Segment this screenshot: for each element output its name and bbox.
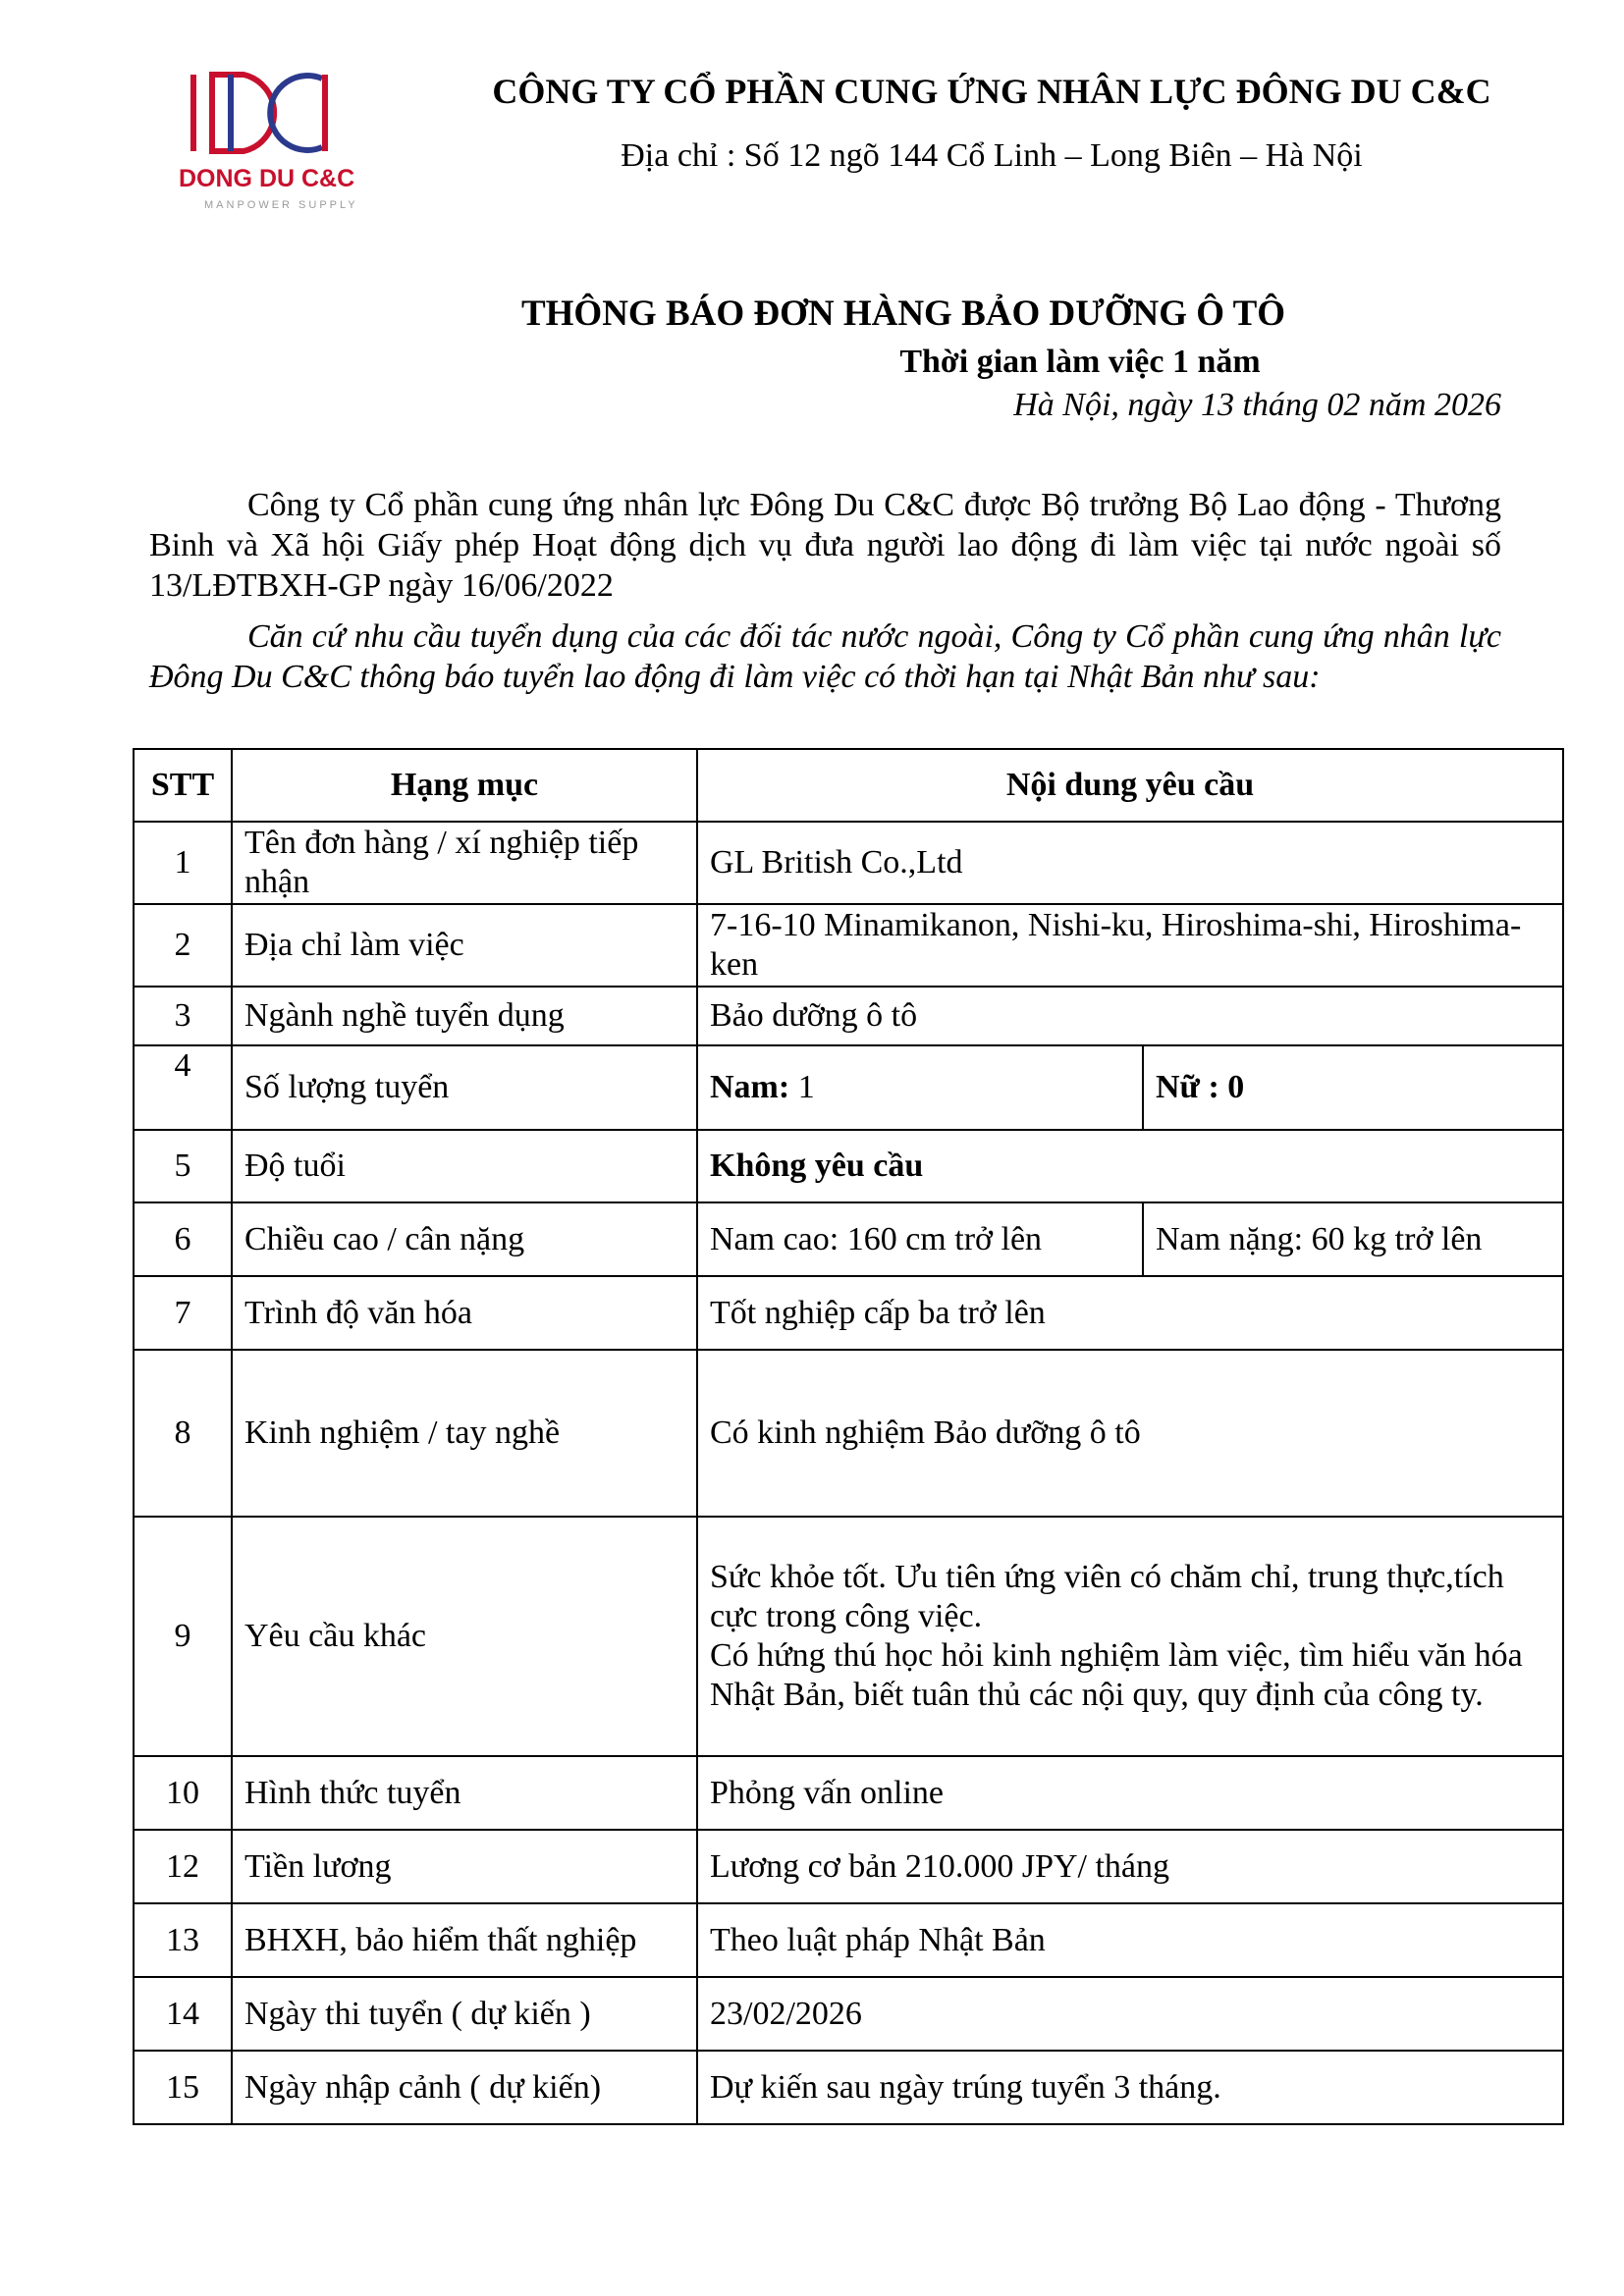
company-name: CÔNG TY CỔ PHẦN CUNG ỨNG NHÂN LỰC ĐÔNG DU C&C — [492, 72, 1491, 111]
row-number: 15 — [134, 2051, 232, 2124]
row-number: 4 — [134, 1045, 232, 1130]
row-content: Có kinh nghiệm Bảo dưỡng ô tô — [697, 1350, 1563, 1517]
row-number: 8 — [134, 1350, 232, 1517]
row-category: Số lượng tuyển — [232, 1045, 697, 1130]
row-content: 23/02/2026 — [697, 1977, 1563, 2051]
row-category: Tên đơn hàng / xí nghiệp tiếp nhận — [232, 822, 697, 904]
row-category: Địa chỉ làm việc — [232, 904, 697, 987]
table-row — [134, 1756, 1563, 1830]
row-category: Chiều cao / cân nặng — [232, 1202, 697, 1276]
row-number: 6 — [134, 1202, 232, 1276]
row-number: 2 — [134, 904, 232, 987]
row-content: Theo luật pháp Nhật Bản — [697, 1903, 1563, 1977]
table-row — [134, 904, 1563, 987]
row-number: 7 — [134, 1276, 232, 1350]
document-title: THÔNG BÁO ĐƠN HÀNG BẢO DƯỠNG Ô TÔ — [520, 294, 1286, 334]
row-content: 7-16-10 Minamikanon, Nishi-ku, Hiroshima-shi, Hiroshima-ken — [697, 904, 1563, 987]
row-number: 3 — [134, 987, 232, 1045]
row-content: Tốt nghiệp cấp ba trở lên — [697, 1276, 1563, 1350]
table-row — [134, 1350, 1563, 1517]
row-category: Yêu cầu khác — [232, 1517, 697, 1756]
table-row — [134, 822, 1563, 904]
row-content — [697, 1517, 1563, 1756]
other-requirement-line: Sức khỏe tốt. Ưu tiên ứng viên có chăm chỉ, trung thực,tích cực trong công việc. — [710, 1559, 1504, 1634]
company-logo — [175, 65, 361, 222]
row-content: Lương cơ bản 210.000 JPY/ tháng — [697, 1830, 1563, 1903]
row-number: 13 — [134, 1903, 232, 1977]
company-address: Địa chỉ : Số 12 ngõ 144 Cổ Linh – Long Biên – Hà Nội — [621, 137, 1363, 174]
row-male-count — [697, 1045, 1143, 1130]
table-row — [134, 1045, 1563, 1130]
basis-paragraph: Căn cứ nhu cầu tuyển dụng của các đối tác nước ngoài, Công ty Cổ phần cung ứng nhân lực Đông Du C&C thông báo tuyển lao động đi làm việc có thời hạn tại Nhật Bản như sau: — [149, 618, 1501, 695]
row-number: 14 — [134, 1977, 232, 2051]
logo-text: DONG DU C&C — [179, 165, 355, 192]
row-number: 5 — [134, 1130, 232, 1202]
requirements-table — [133, 748, 1564, 2125]
document-date: Hà Nội, ngày 13 tháng 02 năm 2026 — [1013, 387, 1501, 423]
row-category: Độ tuổi — [232, 1130, 697, 1202]
male-value: 1 — [789, 1069, 815, 1105]
row-content: Phỏng vấn online — [697, 1756, 1563, 1830]
table-row — [134, 1517, 1563, 1756]
table-row — [134, 1903, 1563, 1977]
male-label: Nam: — [710, 1069, 790, 1105]
table-row — [134, 1276, 1563, 1350]
row-category: Trình độ văn hóa — [232, 1276, 697, 1350]
table-row — [134, 1202, 1563, 1276]
intro-paragraph: Công ty Cổ phần cung ứng nhân lực Đông Du C&C được Bộ trưởng Bộ Lao động - Thương Binh và Xã hội Giấy phép Hoạt động dịch vụ đưa người lao động đi làm việc tại nước ngoài số 13/LĐTBXH-GP ngày 16/06/2022 — [149, 487, 1501, 604]
row-content: Bảo dưỡng ô tô — [697, 987, 1563, 1045]
row-number: 9 — [134, 1517, 232, 1756]
table-header-row — [134, 749, 1563, 822]
header-stt: STT — [134, 749, 232, 822]
row-number: 12 — [134, 1830, 232, 1903]
row-category: BHXH, bảo hiểm thất nghiệp — [232, 1903, 697, 1977]
row-weight-req: Nam nặng: 60 kg trở lên — [1143, 1202, 1563, 1276]
row-category: Ngành nghề tuyển dụng — [232, 987, 697, 1045]
row-category: Tiền lương — [232, 1830, 697, 1903]
row-content: GL British Co.,Ltd — [697, 822, 1563, 904]
document-subtitle: Thời gian làm việc 1 năm — [899, 344, 1261, 380]
table-row — [134, 1830, 1563, 1903]
row-content: Dự kiến sau ngày trúng tuyển 3 tháng. — [697, 2051, 1563, 2124]
table-row — [134, 2051, 1563, 2124]
table-row — [134, 987, 1563, 1045]
row-number: 1 — [134, 822, 232, 904]
header-content: Nội dung yêu cầu — [697, 749, 1563, 822]
table-row — [134, 1130, 1563, 1202]
row-category: Kinh nghiệm / tay nghề — [232, 1350, 697, 1517]
header-category: Hạng mục — [232, 749, 697, 822]
row-category: Ngày nhập cảnh ( dự kiến) — [232, 2051, 697, 2124]
row-content: Không yêu cầu — [697, 1130, 1563, 1202]
row-female-count: Nữ : 0 — [1143, 1045, 1563, 1130]
row-number: 10 — [134, 1756, 232, 1830]
row-height-req: Nam cao: 160 cm trở lên — [697, 1202, 1143, 1276]
logo-subtext: MANPOWER SUPPLY — [204, 199, 358, 211]
table-row — [134, 1977, 1563, 2051]
row-category: Hình thức tuyển — [232, 1756, 697, 1830]
other-requirement-line: Có hứng thú học hỏi kinh nghiệm làm việc, tìm hiểu văn hóa Nhật Bản, biết tuân thủ các nội quy, quy định của công ty. — [710, 1637, 1523, 1713]
row-category: Ngày thi tuyển ( dự kiến ) — [232, 1977, 697, 2051]
